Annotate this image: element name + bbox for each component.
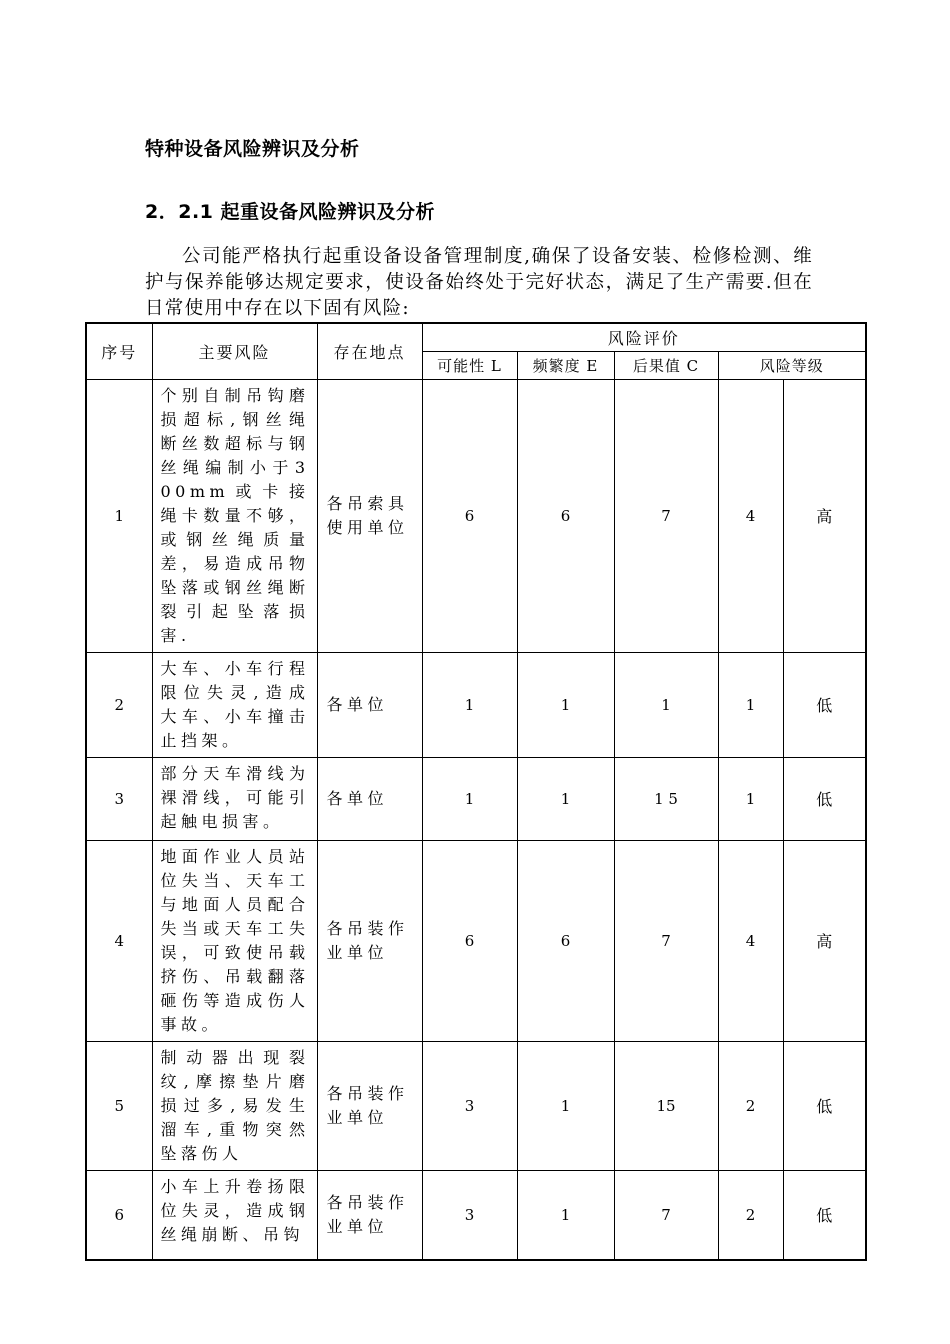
cell-likelihood: 3 bbox=[422, 1041, 517, 1170]
cell-consequence: 7 bbox=[614, 379, 718, 652]
header-location: 存在地点 bbox=[317, 323, 422, 379]
intro-paragraph: 公司能严格执行起重设备设备管理制度,确保了设备安装、检修检测、维护与保养能够达规定要求，使设备始终处于完好状态，满足了生产需要.但在日常使用中存在以下固有风险: bbox=[145, 246, 813, 319]
cell-risk: 个别自制吊钩磨损超标,钢丝绳断丝数超标与钢丝绳编制小于300mm或卡接绳卡数量不够，或钢丝绳质量差，易造成吊物坠落或钢丝绳断裂引起坠落损害. bbox=[152, 379, 317, 652]
cell-grade: 高 bbox=[783, 379, 866, 652]
cell-score: 2 bbox=[718, 1170, 783, 1260]
cell-frequency: 1 bbox=[517, 652, 614, 757]
table-row bbox=[86, 652, 866, 757]
cell-consequence: 7 bbox=[614, 840, 718, 1041]
cell-grade: 低 bbox=[783, 1170, 866, 1260]
cell-score: 2 bbox=[718, 1041, 783, 1170]
header-likelihood: 可能性 L bbox=[422, 351, 517, 379]
cell-frequency: 1 bbox=[517, 1170, 614, 1260]
cell-consequence: 1 bbox=[614, 652, 718, 757]
cell-score: 1 bbox=[718, 757, 783, 840]
cell-risk: 地面作业人员站位失当、天车工与地面人员配合失当或天车工失误，可致使吊载挤伤、吊载翻落砸伤等造成伤人事故。 bbox=[152, 840, 317, 1041]
cell-risk: 小车上升卷扬限位失灵，造成钢丝绳崩断、吊钩 bbox=[160, 1176, 310, 1244]
table-row bbox=[86, 1041, 866, 1170]
cell-frequency: 6 bbox=[517, 379, 614, 652]
cell-risk: 制动器出现裂纹,摩擦垫片磨损过多,易发生溜车,重物突然坠落伤人 bbox=[152, 1041, 317, 1170]
cell-likelihood: 6 bbox=[422, 379, 517, 652]
cell-location: 各吊装作业单位 bbox=[317, 1170, 422, 1260]
table-row bbox=[86, 757, 866, 840]
cell-seq: 4 bbox=[86, 840, 152, 1041]
table-row bbox=[86, 1170, 866, 1260]
cell-location: 各吊装作业单位 bbox=[317, 840, 422, 1041]
header-level: 风险等级 bbox=[718, 351, 866, 379]
cell-seq: 5 bbox=[86, 1041, 152, 1170]
cell-seq: 3 bbox=[86, 757, 152, 840]
header-frequency: 频繁度 E bbox=[517, 351, 614, 379]
section-heading: 2．2.1 起重设备风险辨识及分析 bbox=[145, 201, 435, 223]
cell-location: 各单位 bbox=[317, 652, 422, 757]
cell-location: 各单位 bbox=[317, 757, 422, 840]
cell-location: 各吊装作业单位 bbox=[317, 1041, 422, 1170]
header-consequence: 后果值 C bbox=[614, 351, 718, 379]
header-risk: 主要风险 bbox=[152, 323, 317, 379]
cell-frequency: 1 bbox=[517, 1041, 614, 1170]
cell-score: 4 bbox=[718, 840, 783, 1041]
cell-grade: 低 bbox=[783, 652, 866, 757]
cell-score: 4 bbox=[718, 379, 783, 652]
cell-risk: 部分天车滑线为裸滑线，可能引起触电损害。 bbox=[152, 757, 317, 840]
cell-likelihood: 6 bbox=[422, 840, 517, 1041]
cell-consequence: 7 bbox=[614, 1170, 718, 1260]
table-row bbox=[86, 840, 866, 1041]
cell-grade: 低 bbox=[783, 757, 866, 840]
header-seq: 序号 bbox=[86, 323, 152, 379]
cell-location: 各吊索具使用单位 bbox=[317, 379, 422, 652]
document-title: 特种设备风险辨识及分析 bbox=[145, 138, 360, 160]
cell-likelihood: 1 bbox=[422, 652, 517, 757]
header-evaluation: 风险评价 bbox=[422, 323, 866, 351]
cell-grade: 低 bbox=[783, 1041, 866, 1170]
cell-consequence: 15 bbox=[614, 1041, 718, 1170]
cell-grade: 高 bbox=[783, 840, 866, 1041]
cell-frequency: 6 bbox=[517, 840, 614, 1041]
risk-table bbox=[85, 322, 867, 1261]
cell-score: 1 bbox=[718, 652, 783, 757]
cell-seq: 6 bbox=[86, 1170, 152, 1260]
table-row bbox=[86, 379, 866, 652]
cell-seq: 1 bbox=[86, 379, 152, 652]
cell-frequency: 1 bbox=[517, 757, 614, 840]
cell-risk: 大车、小车行程限位失灵,造成大车、小车撞击止挡架。 bbox=[152, 652, 317, 757]
cell-likelihood: 3 bbox=[422, 1170, 517, 1260]
cell-consequence: 1 5 bbox=[614, 757, 718, 840]
cell-likelihood: 1 bbox=[422, 757, 517, 840]
cell-seq: 2 bbox=[86, 652, 152, 757]
